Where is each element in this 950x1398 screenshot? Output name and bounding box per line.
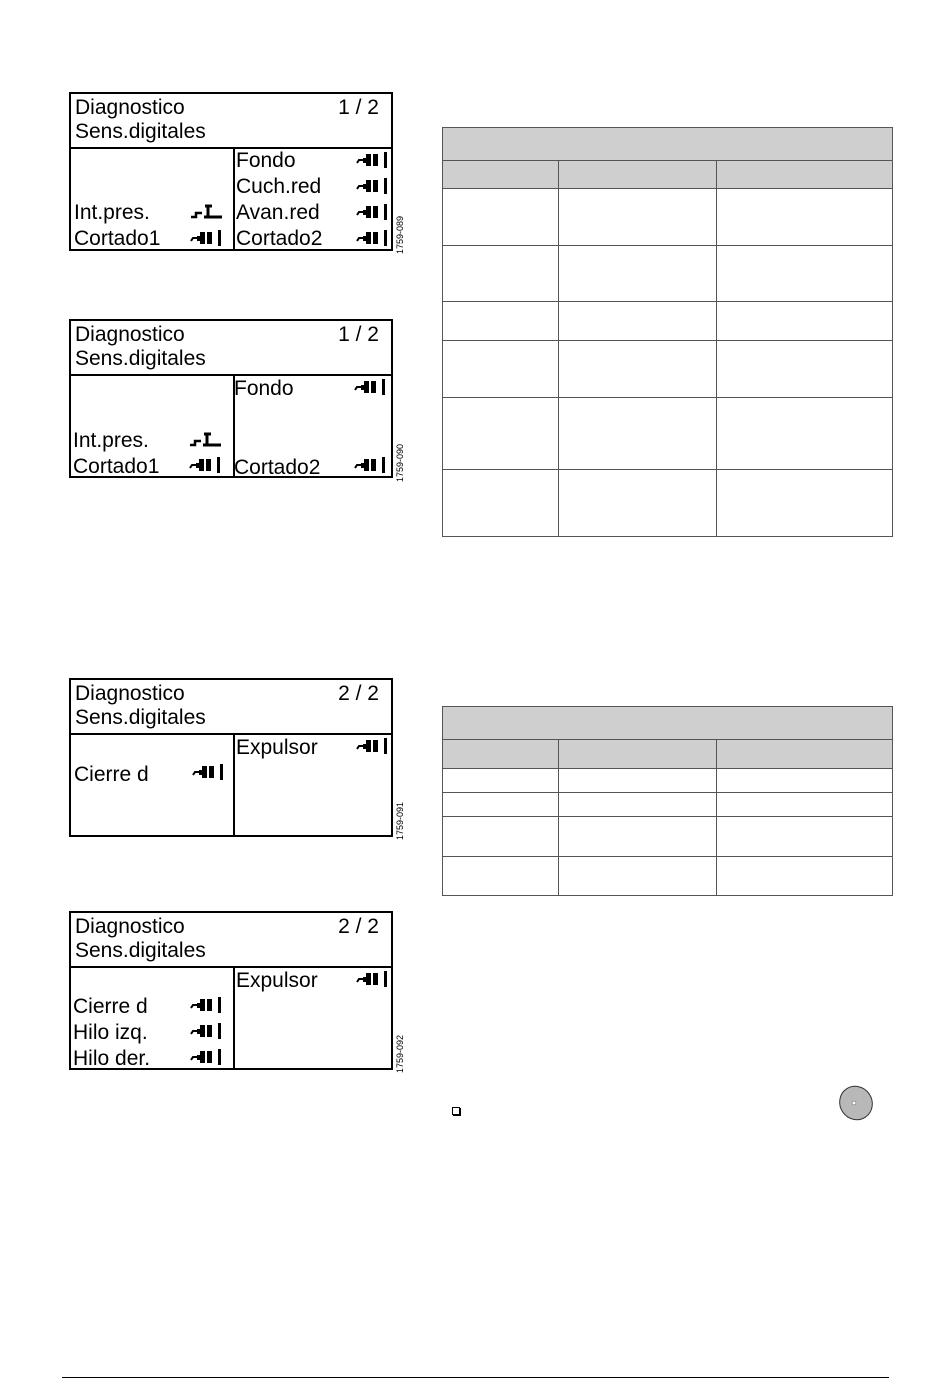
sensor-table-1: [442, 127, 893, 537]
sensor-label: Cortado1: [74, 227, 161, 250]
sensor-connector-icon: [354, 456, 388, 474]
sensor-connector-icon: [356, 203, 390, 221]
table-header-cell: [559, 740, 717, 769]
sensor-connector-icon: [356, 737, 390, 755]
table-title-cell: [443, 128, 893, 161]
screen-title: Diagnostico: [75, 96, 185, 119]
sensor-connector-icon: [190, 229, 224, 247]
sensor-connector-icon: [189, 456, 223, 474]
figure-id: 1759-092: [395, 1034, 405, 1073]
table-row: [443, 817, 893, 857]
table-header-cell: [443, 161, 559, 189]
table-row: [443, 793, 893, 817]
table-title-cell: [443, 707, 893, 740]
lcd-screen-2: [69, 319, 393, 478]
sensor-connector-icon: [190, 1022, 224, 1040]
sensor-label: Expulsor: [236, 969, 318, 992]
sensor-connector-icon: [356, 970, 390, 988]
column-divider: [233, 733, 235, 835]
sensor-connector-icon: [190, 1048, 224, 1066]
table-row: [443, 189, 893, 246]
column-divider: [233, 966, 235, 1068]
screen-subtitle: Sens.digitales: [75, 939, 206, 962]
sensor-connector-icon: [190, 996, 224, 1014]
screen-title: Diagnostico: [75, 323, 185, 346]
pressure-switch-icon: [190, 203, 224, 221]
sensor-connector-icon: [354, 378, 388, 396]
figure-id: 1759-090: [395, 443, 405, 482]
table-row: [443, 341, 893, 398]
sensor-label: Avan.red: [236, 201, 320, 224]
table-row: [443, 302, 893, 341]
figure-id: 1759-091: [395, 801, 405, 840]
sensor-label: Hilo izq.: [73, 1021, 148, 1044]
screen-title: Diagnostico: [75, 682, 185, 705]
sensor-label: Fondo: [236, 149, 296, 172]
sensor-label: Cortado1: [73, 455, 160, 478]
sensor-label: Cierre d: [74, 763, 149, 786]
table-row: [443, 470, 893, 537]
screen-subtitle: Sens.digitales: [75, 347, 206, 370]
sensor-connector-icon: [356, 151, 390, 169]
screen-subtitle: Sens.digitales: [75, 120, 206, 143]
table-row: [443, 769, 893, 793]
sensor-label: Expulsor: [236, 736, 318, 759]
sensor-table-2: [442, 706, 893, 896]
column-divider: [233, 147, 235, 249]
sensor-label: Cierre d: [73, 995, 148, 1018]
sensor-connector-icon: [356, 229, 390, 247]
table-header-cell: [717, 161, 893, 189]
checkbox-bullet-icon: [452, 1107, 460, 1115]
page-indicator: 2 / 2: [338, 682, 379, 705]
sensor-label: Hilo der.: [73, 1047, 151, 1070]
sensor-connector-icon: [192, 763, 226, 781]
sensor-label: Fondo: [234, 377, 294, 400]
sensor-label: Cuch.red: [236, 175, 322, 198]
page-indicator: 1 / 2: [338, 96, 379, 119]
screen-subtitle: Sens.digitales: [75, 706, 206, 729]
sensor-label: Cortado2: [234, 456, 321, 479]
sensor-connector-icon: [356, 177, 390, 195]
screen-header: [71, 913, 391, 968]
table-row: [443, 857, 893, 896]
table-row: [443, 398, 893, 470]
table-row: [443, 246, 893, 302]
sensor-label: Int.pres.: [73, 429, 149, 452]
table-header-cell: [717, 740, 893, 769]
table-header-cell: [443, 740, 559, 769]
disc-icon: [836, 1084, 876, 1122]
screen-header: [71, 94, 391, 149]
page-indicator: 1 / 2: [338, 323, 379, 346]
lcd-screen-4: [69, 911, 393, 1070]
footer-rule: [62, 1377, 889, 1378]
sensor-label: Cortado2: [236, 227, 323, 250]
screen-header: [71, 680, 391, 735]
screen-title: Diagnostico: [75, 915, 185, 938]
page-indicator: 2 / 2: [338, 915, 379, 938]
lcd-screen-3: [69, 678, 393, 837]
lcd-screen-1: [69, 92, 393, 251]
screen-header: [71, 321, 391, 376]
pressure-switch-icon: [189, 431, 223, 449]
sensor-label: Int.pres.: [74, 201, 150, 224]
table-header-cell: [559, 161, 717, 189]
figure-id: 1759-089: [395, 215, 405, 254]
